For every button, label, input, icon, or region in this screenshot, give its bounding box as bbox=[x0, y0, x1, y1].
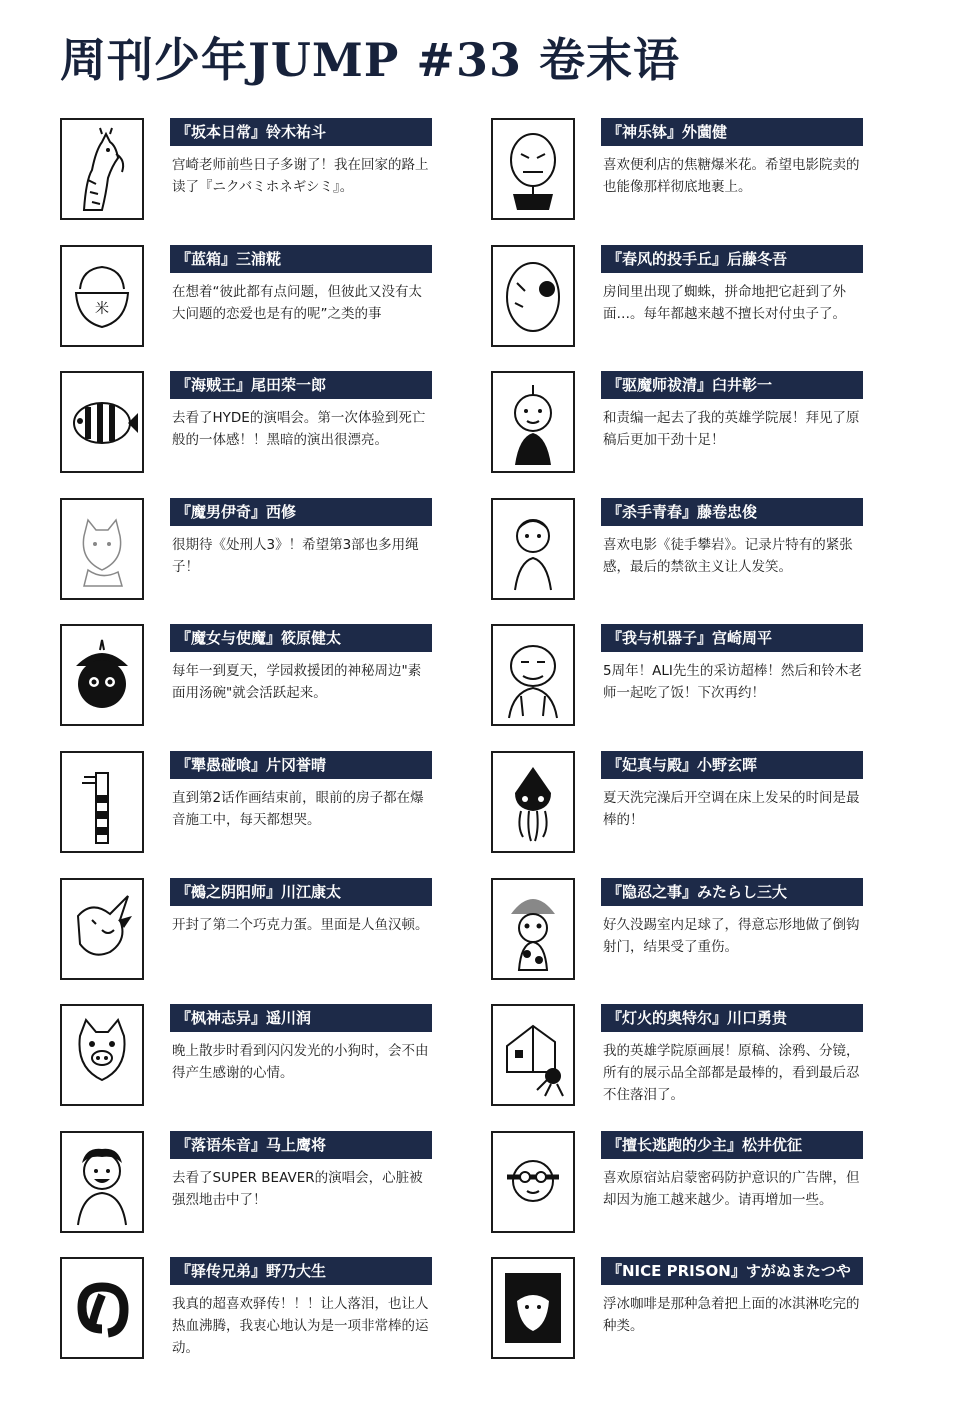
comment-entry bbox=[491, 245, 871, 351]
entry-title-bar: 『驱魔师祓清』臼井彰一 bbox=[601, 371, 863, 399]
entry-comment-text: 5周年！ALI先生的采访超棒！然后和铃木老师一起吃了饭！下次再约！ bbox=[603, 663, 862, 701]
goggles-head-icon bbox=[491, 1131, 575, 1233]
comment-entry bbox=[491, 1004, 871, 1110]
entry-title-bar: 『妃真与殿』小野玄晖 bbox=[601, 751, 863, 779]
comment-entry bbox=[491, 498, 871, 604]
comment-entry bbox=[60, 1004, 440, 1110]
squid-icon bbox=[491, 751, 575, 853]
comment-entry bbox=[60, 878, 440, 984]
entry-comment-text: 宫崎老师前些日子多谢了！我在回家的路上读了『ニクバミホネギシミ』。 bbox=[172, 157, 429, 195]
mushroom-man-icon bbox=[491, 878, 575, 980]
entry-comment-text: 我真的超喜欢驿传！！！让人落泪，也让人热血沸腾，我衷心地认为是一项非常棒的运动。 bbox=[172, 1296, 429, 1356]
entry-title-bar: 『魔男伊奇』西修 bbox=[170, 498, 432, 526]
comment-entry bbox=[491, 371, 871, 477]
bird-creature-icon bbox=[60, 878, 144, 980]
pig-icon bbox=[60, 1004, 144, 1106]
entry-title-bar: 『隐忍之事』みたらし三大 bbox=[601, 878, 863, 906]
comment-entry bbox=[60, 751, 440, 857]
entry-title-bar: 『落语朱音』马上鹰将 bbox=[170, 1131, 432, 1159]
bald-character-icon bbox=[491, 371, 575, 473]
entry-comment-text: 喜欢便利店的焦糖爆米花。希望电影院卖的也能像那样彻底地裹上。 bbox=[603, 157, 860, 195]
entry-title-bar: 『鵺之阴阳师』川江康太 bbox=[170, 878, 432, 906]
entry-comment-text: 夏天洗完澡后开空调在床上发呆的时间是最棒的！ bbox=[603, 790, 860, 828]
comment-entry bbox=[60, 1257, 440, 1363]
entry-title-bar: 『我与机器子』宫崎周平 bbox=[601, 624, 863, 652]
comment-entry bbox=[491, 1131, 871, 1237]
comment-entry bbox=[491, 624, 871, 730]
entry-title-bar: 『蓝箱』三浦糀 bbox=[170, 245, 432, 273]
entry-comment-text: 去看了HYDE的演唱会。第一次体验到死亡般的一体感！！黑暗的演出很漂亮。 bbox=[172, 410, 426, 448]
entry-title-bar: 『枫神志异』遥川润 bbox=[170, 1004, 432, 1032]
entry-comment-text: 直到第2话作画结束前，眼前的房子都在爆音施工中，每天都想哭。 bbox=[172, 790, 424, 828]
entry-comment-text: 去看了SUPER BEAVER的演唱会，心脏被强烈地击中了！ bbox=[172, 1170, 423, 1208]
entry-comment-text: 每年一到夏天，学园救援团的神秘周边"素面用汤碗"就会活跃起来。 bbox=[172, 663, 422, 701]
entry-title-bar: 『春风的投手丘』后藤冬吾 bbox=[601, 245, 863, 273]
entry-title-bar: 『灯火的奥特尔』川口勇贵 bbox=[601, 1004, 863, 1032]
entry-title-bar: 『杀手青春』藤卷忠俊 bbox=[601, 498, 863, 526]
black-square-figure-icon bbox=[491, 1257, 575, 1359]
comment-entry bbox=[491, 878, 871, 984]
grumpy-head-icon bbox=[491, 118, 575, 220]
entry-title-bar: 『海贼王』尾田荣一郎 bbox=[170, 371, 432, 399]
comment-entry bbox=[60, 371, 440, 477]
hermit-crab-icon bbox=[491, 1004, 575, 1106]
entry-comment-text: 开封了第二个巧克力蛋。里面是人鱼汉顿。 bbox=[172, 917, 429, 933]
entry-comment-text: 浮冰咖啡是那种急着把上面的冰淇淋吃完的种类。 bbox=[603, 1296, 860, 1334]
entry-comment-text: 喜欢原宿站启蒙密码防护意识的广告牌，但却因为施工越来越少。请再增加一些。 bbox=[603, 1170, 860, 1208]
entry-comment-text: 和责编一起去了我的英雄学院展！拜见了原稿后更加干劲十足！ bbox=[603, 410, 860, 448]
no-character-icon bbox=[60, 1257, 144, 1359]
egg-icon bbox=[491, 245, 575, 347]
old-man-icon bbox=[491, 624, 575, 726]
giraffe-icon bbox=[60, 118, 144, 220]
comment-entry bbox=[60, 498, 440, 604]
man-portrait-icon bbox=[491, 498, 575, 600]
comment-entry bbox=[491, 1257, 871, 1363]
cat-icon bbox=[60, 498, 144, 600]
entry-comment-text: 在想着“彼此都有点问题，但彼此又没有太大问题的恋爱也是有的呢”之类的事 bbox=[172, 284, 422, 322]
acorn-icon bbox=[60, 624, 144, 726]
striped-pole-icon bbox=[60, 751, 144, 853]
entry-comment-text: 房间里出现了蜘蛛，拼命地把它赶到了外面…。每年都越来越不擅长对付虫子了。 bbox=[603, 284, 846, 322]
comment-entry bbox=[60, 624, 440, 730]
comment-entry bbox=[60, 1131, 440, 1237]
rice-bowl-icon bbox=[60, 245, 144, 347]
page-title: 周刊少年JUMP #33 卷末语 bbox=[60, 33, 680, 87]
entry-comment-text: 很期待《处刑人3》！希望第3部也多用绳子！ bbox=[172, 537, 419, 575]
entry-title-bar: 『驿传兄弟』野乃大生 bbox=[170, 1257, 432, 1285]
comment-entry bbox=[491, 751, 871, 857]
entry-comment-text: 喜欢电影《徒手攀岩》。记录片特有的紧张感，最后的禁欲主义让人发笑。 bbox=[603, 537, 853, 575]
entry-title-bar: 『擅长逃跑的少主』松井优征 bbox=[601, 1131, 863, 1159]
comment-entry bbox=[60, 118, 440, 224]
svg-text:米: 米 bbox=[95, 301, 109, 317]
entry-comment-text: 好久没踢室内足球了，得意忘形地做了倒钩射门，结果受了重伤。 bbox=[603, 917, 860, 955]
entry-title-bar: 『坂本日常』铃木祐斗 bbox=[170, 118, 432, 146]
entry-title-bar: 『神乐钵』外薗健 bbox=[601, 118, 863, 146]
entry-comment-text: 晚上散步时看到闪闪发光的小狗时，会不由得产生感谢的心情。 bbox=[172, 1043, 429, 1081]
entry-title-bar: 『魔女与使魔』筱原健太 bbox=[170, 624, 432, 652]
entry-comment-text: 我的英雄学院原画展！原稿、涂鸦、分镜，所有的展示品全部都是最棒的，看到最后忍不住落泪了。 bbox=[603, 1043, 860, 1103]
entry-title-bar: 『犟愚碰喰』片冈誉晴 bbox=[170, 751, 432, 779]
comment-entry bbox=[491, 118, 871, 224]
comment-entry bbox=[60, 245, 440, 351]
smiling-woman-icon bbox=[60, 1131, 144, 1233]
entry-title-bar: 『NICE PRISON』すがぬまたつや bbox=[601, 1257, 863, 1285]
striped-fish-icon bbox=[60, 371, 144, 473]
